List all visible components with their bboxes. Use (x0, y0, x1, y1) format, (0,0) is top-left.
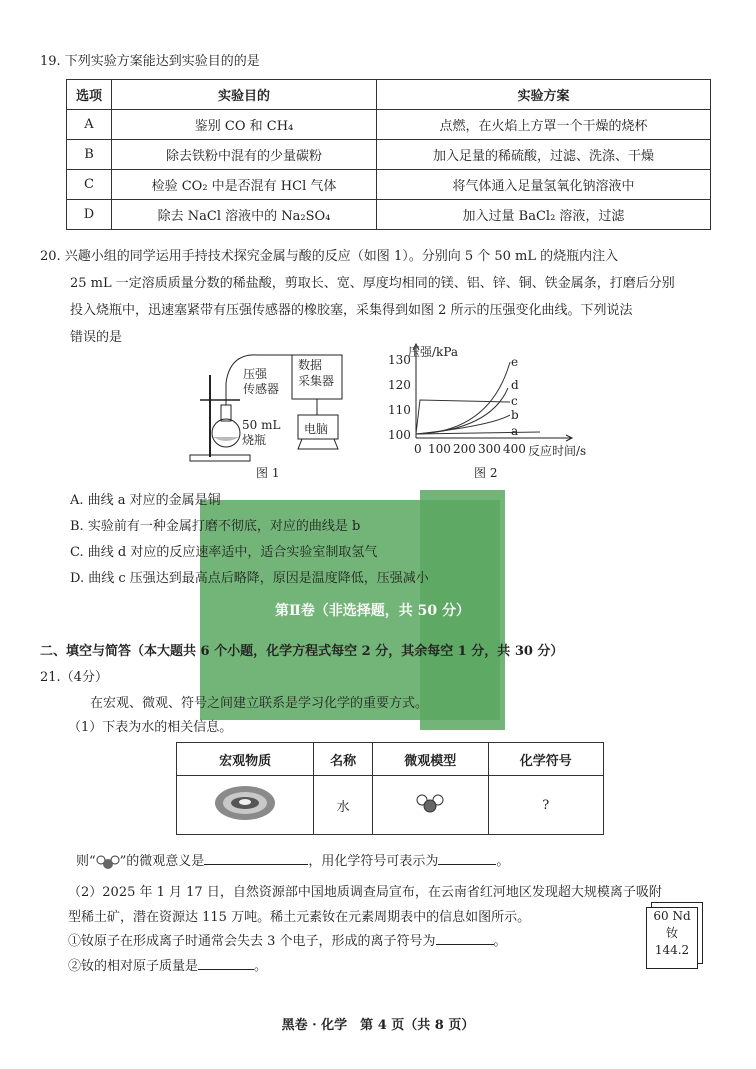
q19-plan: 将气体通入足量氢氧化钠溶液中 (377, 170, 711, 200)
q19-goal: 检验 CO₂ 中是否混有 HCl 气体 (112, 170, 377, 200)
table-row (67, 140, 711, 170)
collector-label (298, 357, 334, 389)
part2-line: 型稀土矿，潜在资源达 115 万吨。稀土元素钕在元素周期表中的信息如图所示。 (68, 910, 531, 925)
q21-part1: （1）下表为水的相关信息。 (68, 720, 233, 735)
x-tick: 0 (414, 442, 422, 456)
header-macro: 宏观物质 (177, 743, 314, 776)
answer-blank[interactable] (198, 957, 254, 970)
curve-label-b: b (511, 408, 519, 422)
q21-part2 (68, 880, 708, 930)
q19-header-option: 选项 (67, 80, 112, 110)
computer-label: 电脑 (304, 422, 329, 436)
molecule-icon (415, 793, 445, 813)
q19-goal: 除去 NaCl 溶液中的 Na₂SO₄ (112, 200, 377, 230)
q19-stem: 19. 下列实验方案能达到实验目的的是 (40, 54, 260, 69)
q19-header-plan: 实验方案 (377, 80, 711, 110)
q21-line-micro-meaning (76, 850, 509, 869)
q21-head: 21.（4分） (40, 670, 108, 685)
sensor-label-line2: 传感器 (243, 382, 280, 396)
table-row (67, 200, 711, 230)
collector-label-line1: 数据 (298, 358, 323, 372)
header-symbol: 化学符号 (488, 743, 604, 776)
chart-xlabel: 反应时间/s (528, 444, 587, 458)
y-tick: 130 (388, 353, 411, 367)
period: 。 (493, 934, 507, 949)
sensor-label-line1: 压强 (243, 367, 268, 381)
element-symbol: Nd (672, 909, 691, 923)
element-card-neodymium (646, 907, 698, 969)
curve-label-a: a (511, 424, 519, 438)
table-row (177, 776, 604, 835)
page-footer: 黑卷 · 化学 第 4 页（共 8 页） (281, 1018, 475, 1033)
curve-b (416, 415, 510, 434)
x-tick: 200 (453, 442, 476, 456)
curve-c (416, 400, 510, 434)
figure-1-apparatus (180, 345, 370, 475)
curve-label-e: e (511, 355, 519, 369)
q20-stem (40, 243, 720, 351)
q19-option: C (67, 170, 112, 200)
water-info-table (176, 742, 604, 835)
q19-plan: 加入过量 BaCl₂ 溶液，过滤 (377, 200, 711, 230)
q19-option: A (67, 110, 112, 140)
curve-e (416, 362, 510, 434)
x-tick: 400 (503, 442, 526, 456)
q21-intro: 在宏观、微观、符号之间建立联系是学习化学的重要方式。 (90, 696, 429, 711)
period: 。 (254, 959, 268, 974)
curve-label-c: c (511, 394, 518, 408)
y-tick: 110 (388, 403, 411, 417)
atomic-mass: 144.2 (654, 943, 690, 957)
q20-line: 20. 兴趣小组的同学运用手持技术探究金属与酸的反应（如图 1）。分别向 5 个 50 mL 的烧瓶内注入 (40, 249, 619, 264)
answer-blank[interactable] (438, 852, 496, 865)
water-ripple-icon (214, 783, 276, 823)
q20-line: 25 mL 一定溶质质量分数的稀盐酸，剪取长、宽、厚度均相同的镁、铝、锌、铜、铁金属条，打磨后分别 (70, 276, 675, 291)
q21-sub1 (68, 930, 507, 949)
q19-goal: 除去铁粉中混有的少量碳粉 (112, 140, 377, 170)
table-row (67, 170, 711, 200)
chart-ylabel: 压强/kPa (408, 345, 459, 359)
q19-goal: 鉴别 CO 和 CH₄ (112, 110, 377, 140)
q19-option: D (67, 200, 112, 230)
answer-blank[interactable] (204, 852, 308, 865)
water-name: 水 (314, 776, 373, 835)
table-row (67, 110, 711, 140)
q20-line: 投入烧瓶中，迅速塞紧带有压强传感器的橡胶塞，采集得到如图 2 所示的压强变化曲线。下列说法 (70, 303, 633, 318)
q19-header-goal: 实验目的 (112, 80, 377, 110)
q20-options (70, 488, 429, 592)
micro-meaning-label: ”的微观意义是 (119, 854, 205, 869)
atomic-number: 60 (653, 909, 669, 923)
option-c: C. 曲线 d 对应的反应速率适中，适合实验室制取氢气 (70, 545, 378, 560)
answer-blank[interactable] (436, 932, 494, 945)
water-molecule-model (373, 776, 488, 835)
water-symbol: ? (488, 776, 604, 835)
molecule-icon (96, 855, 120, 869)
figure-1-caption: 图 1 (256, 466, 280, 480)
flask-label (242, 418, 280, 448)
q19-plan: 加入足量的稀硫酸，过滤、洗涤、干燥 (377, 140, 711, 170)
x-tick: 300 (478, 442, 501, 456)
collector-label-line2: 采集器 (298, 374, 335, 388)
flask-label-line1: 50 mL (242, 418, 281, 432)
q19-plan: 点燃，在火焰上方罩一个干燥的烧杯 (377, 110, 711, 140)
x-tick: 100 (428, 442, 451, 456)
sensor-label (243, 367, 279, 397)
element-name: 钕 (665, 926, 678, 940)
sub1-text: ①钕原子在形成离子时通常会失去 3 个电子，形成的离子符号为 (68, 934, 436, 949)
header-micro-model: 微观模型 (373, 743, 488, 776)
figure-2-caption: 图 2 (474, 466, 498, 480)
quote-open: 则“ (76, 854, 96, 869)
y-tick: 120 (388, 378, 411, 392)
option-b: B. 实验前有一种金属打磨不彻底，对应的曲线是 b (70, 519, 361, 534)
section-2-heading: 二、填空与简答（本大题共 6 个小题，化学方程式每空 2 分，其余每空 1 分，共 30 分） (40, 644, 564, 659)
symbol-label: ，用化学符号可表示为 (308, 854, 439, 869)
y-tick: 100 (388, 428, 411, 442)
option-d: D. 曲线 c 压强达到最高点后略降，原因是温度降低，压强减小 (70, 571, 429, 586)
q21-sub2 (68, 955, 267, 974)
q20-line: 错误的是 (70, 330, 123, 345)
flask-label-line2: 烧瓶 (242, 433, 267, 447)
element-number-symbol (647, 908, 697, 925)
sub2-text: ②钕的相对原子质量是 (68, 959, 199, 974)
option-a: A. 曲线 a 对应的金属是铜 (70, 493, 221, 508)
q19-option: B (67, 140, 112, 170)
curve-d (416, 388, 508, 434)
period: 。 (496, 854, 510, 869)
header-name: 名称 (314, 743, 373, 776)
water-ripple-image (177, 776, 314, 835)
part-2-title: 第Ⅱ卷（非选择题，共 50 分） (275, 603, 471, 619)
part2-line: （2）2025 年 1 月 17 日，自然资源部中国地质调查局宣布，在云南省红河地区发现超大规模离子吸附 (68, 885, 662, 900)
q19-table (66, 79, 711, 230)
curve-label-d: d (511, 378, 519, 392)
